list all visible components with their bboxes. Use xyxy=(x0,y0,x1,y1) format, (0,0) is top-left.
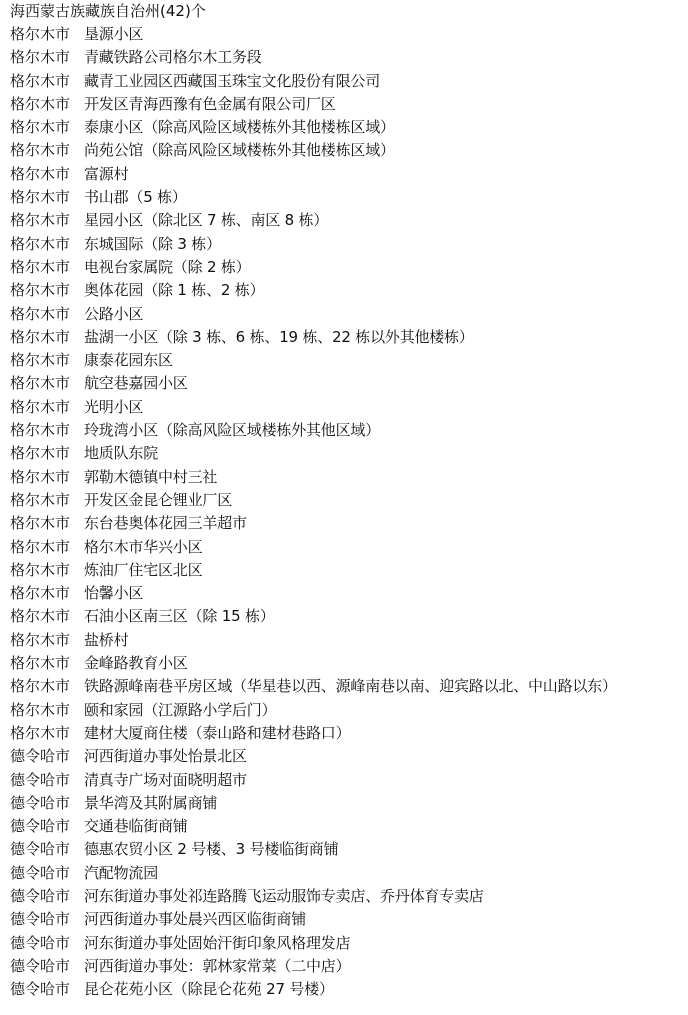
list-item xyxy=(10,349,682,372)
list-item xyxy=(10,303,682,326)
list-item xyxy=(10,978,682,1001)
location-name: 格尔木市华兴小区 xyxy=(84,537,203,556)
city-name: 格尔木市 xyxy=(10,281,71,300)
list-item xyxy=(10,745,682,768)
list-item xyxy=(10,442,682,465)
list-item xyxy=(10,605,682,628)
list-item xyxy=(10,536,682,559)
location-name: 德惠农贸小区 2 号楼、3 号楼临街商铺 xyxy=(84,840,339,859)
location-name: 电视台家属院（除 2 栋） xyxy=(84,257,251,276)
location-name: 东城国际（除 3 栋） xyxy=(84,234,221,253)
location-name: 青藏铁路公司格尔木工务段 xyxy=(84,48,262,67)
location-name: 石油小区南三区（除 15 栋） xyxy=(84,607,275,626)
location-name: 富源村 xyxy=(84,164,129,183)
location-name: 开发区金昆仑锂业厂区 xyxy=(84,490,233,509)
city-name: 德令哈市 xyxy=(10,956,71,975)
location-name: 交通巷临街商铺 xyxy=(84,817,188,836)
document-page xyxy=(10,0,682,1001)
city-name: 格尔木市 xyxy=(10,630,71,649)
list-item xyxy=(10,699,682,722)
city-name: 德令哈市 xyxy=(10,840,71,859)
list-item xyxy=(10,372,682,395)
list-item xyxy=(10,419,682,442)
city-name: 格尔木市 xyxy=(10,71,71,90)
city-name: 德令哈市 xyxy=(10,933,71,952)
city-name: 格尔木市 xyxy=(10,677,71,696)
list-item xyxy=(10,792,682,815)
location-name: 康泰花园东区 xyxy=(84,351,173,370)
city-name: 德令哈市 xyxy=(10,910,71,929)
list-item xyxy=(10,885,682,908)
list-item xyxy=(10,932,682,955)
list-item xyxy=(10,838,682,861)
list-item xyxy=(10,46,682,69)
city-name: 格尔木市 xyxy=(10,444,71,463)
list-item xyxy=(10,955,682,978)
list-item xyxy=(10,116,682,139)
city-name: 格尔木市 xyxy=(10,514,71,533)
city-name: 格尔木市 xyxy=(10,304,71,323)
location-name: 河东街道办事处固始汗街印象风格理发店 xyxy=(84,933,351,952)
city-name: 格尔木市 xyxy=(10,490,71,509)
city-name: 格尔木市 xyxy=(10,607,71,626)
list-item xyxy=(10,908,682,931)
location-name: 怡馨小区 xyxy=(84,584,144,603)
city-name: 德令哈市 xyxy=(10,747,71,766)
city-name: 格尔木市 xyxy=(10,164,71,183)
location-list xyxy=(10,23,682,1001)
location-name: 景华湾及其附属商铺 xyxy=(84,793,218,812)
list-item xyxy=(10,209,682,232)
list-item xyxy=(10,256,682,279)
city-name: 德令哈市 xyxy=(10,886,71,905)
location-name: 泰康小区（除高风险区域楼栋外其他楼栋区域） xyxy=(84,118,395,137)
location-name: 星园小区（除北区 7 栋、南区 8 栋） xyxy=(84,211,329,230)
location-name: 河西街道办事处怡景北区 xyxy=(84,747,247,766)
location-name: 垦源小区 xyxy=(84,25,144,43)
city-name: 德令哈市 xyxy=(10,980,71,999)
city-name: 格尔木市 xyxy=(10,118,71,137)
location-name: 盐桥村 xyxy=(84,630,129,649)
location-name: 汽配物流园 xyxy=(84,863,159,882)
city-name: 格尔木市 xyxy=(10,560,71,579)
list-item xyxy=(10,70,682,93)
city-name: 格尔木市 xyxy=(10,723,71,742)
city-name: 格尔木市 xyxy=(10,584,71,603)
document-heading: 海西蒙古族藏族自治州(42)个 xyxy=(10,2,206,20)
list-item xyxy=(10,279,682,302)
location-name: 河东街道办事处祁连路腾飞运动服饰专卖店、乔丹体育专卖店 xyxy=(84,886,484,905)
location-name: 尚苑公馆（除高风险区域楼栋外其他楼栋区域） xyxy=(84,141,395,160)
location-name: 盐湖一小区（除 3 栋、6 栋、19 栋、22 栋以外其他楼栋） xyxy=(84,327,474,346)
list-item xyxy=(10,466,682,489)
list-item xyxy=(10,326,682,349)
list-item xyxy=(10,139,682,162)
city-name: 格尔木市 xyxy=(10,467,71,486)
location-name: 地质队东院 xyxy=(84,444,159,463)
city-name: 格尔木市 xyxy=(10,25,71,43)
location-name: 金峰路教育小区 xyxy=(84,654,188,673)
city-name: 格尔木市 xyxy=(10,397,71,416)
list-item xyxy=(10,862,682,885)
city-name: 格尔木市 xyxy=(10,48,71,67)
location-name: 昆仑花苑小区（除昆仑花苑 27 号楼） xyxy=(84,980,334,999)
list-item xyxy=(10,815,682,838)
city-name: 德令哈市 xyxy=(10,770,71,789)
location-name: 铁路源峰南巷平房区域（华星巷以西、源峰南巷以南、迎宾路以北、中山路以东） xyxy=(84,677,617,696)
city-name: 格尔木市 xyxy=(10,351,71,370)
city-name: 格尔木市 xyxy=(10,141,71,160)
location-name: 开发区青海西豫有色金属有限公司厂区 xyxy=(84,94,336,113)
city-name: 格尔木市 xyxy=(10,374,71,393)
city-name: 格尔木市 xyxy=(10,654,71,673)
city-name: 格尔木市 xyxy=(10,537,71,556)
location-name: 建材大厦商住楼（泰山路和建材巷路口） xyxy=(84,723,351,742)
list-item xyxy=(10,652,682,675)
city-name: 德令哈市 xyxy=(10,793,71,812)
list-item xyxy=(10,396,682,419)
list-item xyxy=(10,489,682,512)
location-name: 公路小区 xyxy=(84,304,144,323)
city-name: 格尔木市 xyxy=(10,257,71,276)
location-name: 光明小区 xyxy=(84,397,144,416)
location-name: 书山郡（5 栋） xyxy=(84,188,187,207)
list-item xyxy=(10,582,682,605)
list-item xyxy=(10,675,682,698)
location-name: 河西街道办事处：郭林家常菜（二中店） xyxy=(84,956,351,975)
list-item xyxy=(10,629,682,652)
city-name: 德令哈市 xyxy=(10,863,71,882)
location-name: 奥体花园（除 1 栋、2 栋） xyxy=(84,281,265,300)
city-name: 格尔木市 xyxy=(10,327,71,346)
city-name: 格尔木市 xyxy=(10,234,71,253)
list-item xyxy=(10,163,682,186)
location-name: 玲珑湾小区（除高风险区域楼栋外其他区域） xyxy=(84,421,381,440)
location-name: 航空巷嘉园小区 xyxy=(84,374,188,393)
list-item xyxy=(10,93,682,116)
city-name: 德令哈市 xyxy=(10,817,71,836)
list-item xyxy=(10,23,682,46)
location-name: 东台巷奥体花园三羊超市 xyxy=(84,514,247,533)
city-name: 格尔木市 xyxy=(10,211,71,230)
city-name: 格尔木市 xyxy=(10,188,71,207)
list-item xyxy=(10,186,682,209)
list-item xyxy=(10,769,682,792)
list-item xyxy=(10,722,682,745)
location-name: 郭勒木德镇中村三社 xyxy=(84,467,218,486)
list-item xyxy=(10,512,682,535)
list-item xyxy=(10,233,682,256)
city-name: 格尔木市 xyxy=(10,700,71,719)
location-name: 颐和家园（江源路小学后门） xyxy=(84,700,277,719)
location-name: 河西街道办事处晨兴西区临街商铺 xyxy=(84,910,307,929)
list-item xyxy=(10,559,682,582)
city-name: 格尔木市 xyxy=(10,421,71,440)
city-name: 格尔木市 xyxy=(10,94,71,113)
location-name: 炼油厂住宅区北区 xyxy=(84,560,203,579)
location-name: 藏青工业园区西藏国玉珠宝文化股份有限公司 xyxy=(84,71,381,90)
location-name: 清真寺广场对面晓明超市 xyxy=(84,770,247,789)
